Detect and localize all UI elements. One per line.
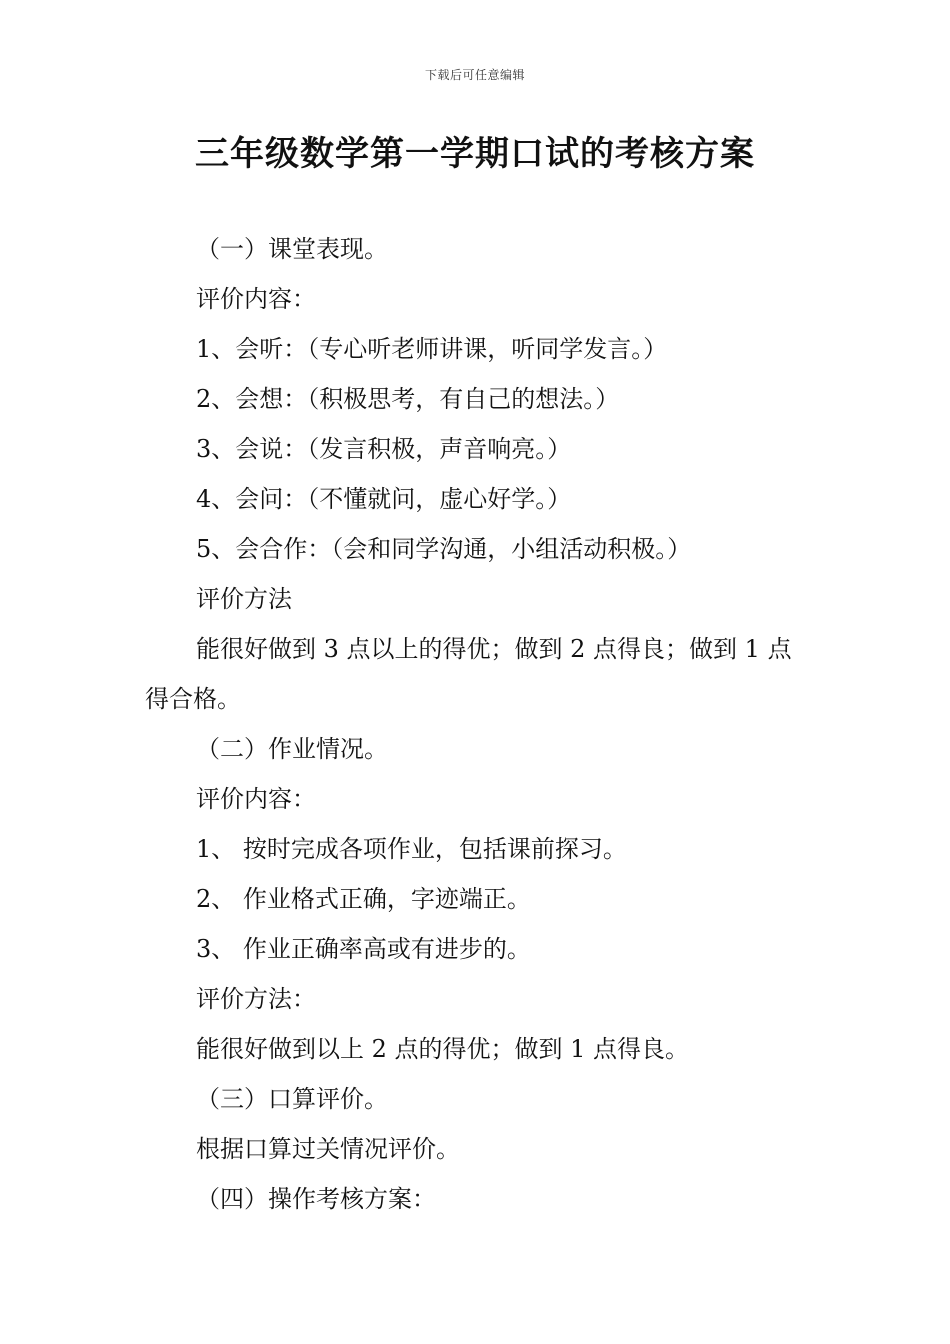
section-heading-4: （四）操作考核方案： — [196, 1185, 436, 1213]
document-body — [145, 224, 815, 1224]
section-heading-1: （一）课堂表现。 — [196, 235, 388, 263]
section-heading-3: （三）口算评价。 — [196, 1085, 388, 1113]
content-label-2: 评价内容： — [196, 785, 316, 813]
method-text-2: 能很好做到以上 2 点的得优；做到 1 点得良。 — [196, 1035, 690, 1063]
header-note: 下载后可任意编辑 — [424, 68, 525, 82]
list-item: 3、 作业正确率高或有进步的。 — [196, 935, 531, 963]
method-text-1: 能很好做到 3 点以上的得优；做到 2 点得良；做到 1 点得合格。 — [145, 635, 792, 713]
method-label-1: 评价方法 — [196, 585, 292, 613]
method-label-2: 评价方法： — [196, 985, 316, 1013]
content-label-1: 评价内容： — [196, 285, 316, 313]
list-item: 3、会说：（发言积极，声音响亮。） — [196, 435, 572, 463]
section-text-3: 根据口算过关情况评价。 — [196, 1135, 460, 1163]
list-item: 2、会想：（积极思考，有自己的想法。） — [196, 385, 620, 413]
list-item: 5、会合作：（会和同学沟通，小组活动积极。） — [196, 535, 692, 563]
list-item: 1、 按时完成各项作业，包括课前探习。 — [196, 835, 627, 863]
list-item: 2、 作业格式正确，字迹端正。 — [196, 885, 531, 913]
list-item: 1、会听：（专心听老师讲课，听同学发言。） — [196, 335, 668, 363]
section-heading-2: （二）作业情况。 — [196, 735, 388, 763]
list-item: 4、会问：（不懂就问，虚心好学。） — [196, 485, 572, 513]
document-title: 三年级数学第一学期口试的考核方案 — [195, 134, 755, 174]
